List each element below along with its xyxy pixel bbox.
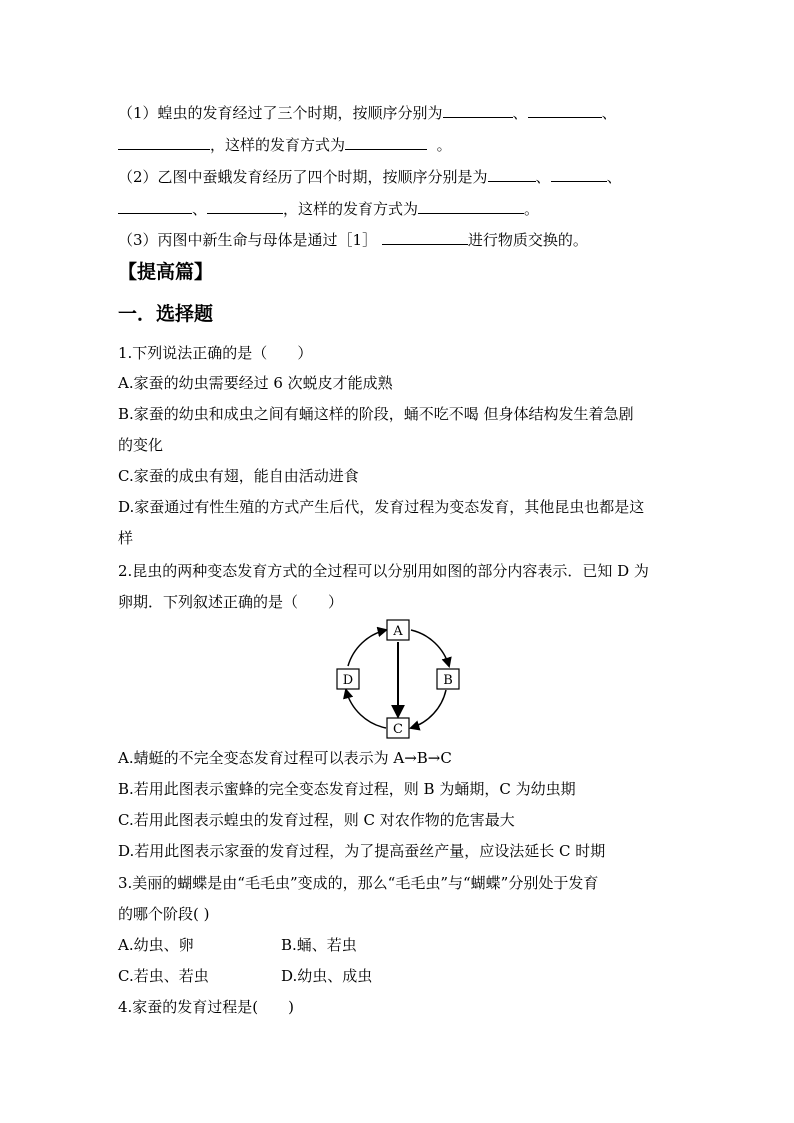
svg-text:D: D [342, 673, 354, 688]
question-2-option-d[interactable]: D.若用此图表示家蚕的发育过程，为了提高蚕丝产量，应设法延长 C 时期 [118, 842, 606, 860]
question-3-option-a[interactable]: A.幼虫、卵 [118, 936, 194, 954]
question-1-option-a[interactable]: A.家蚕的幼虫需要经过 6 次蜕皮才能成熟 [118, 374, 393, 392]
question-3-stem: 3.美丽的蝴蝶是由“毛毛虫”变成的，那么“毛毛虫”与“蝴蝶”分别处于发育 [118, 874, 599, 892]
arrow-c-to-d [346, 690, 386, 728]
question-3-option-b[interactable]: B.蛹、若虫 [281, 936, 357, 954]
arrow-d-to-a [348, 630, 386, 666]
svg-text:A: A [393, 624, 403, 639]
node-d [337, 669, 359, 689]
answer-blank[interactable] [207, 197, 283, 214]
question-1-option-d[interactable]: D.家蚕通过有性生殖的方式产生后代，发育过程为变态发育，其他昆虫也都是这 [118, 498, 645, 516]
question-3-option-c[interactable]: C.若虫、若虫 [118, 967, 209, 985]
question-2-stem: 2.昆虫的两种变态发育方式的全过程可以分别用如图的部分内容表示．已知 D 为 [118, 562, 649, 580]
section-title: 【提高篇】 [118, 261, 214, 283]
answer-blank[interactable] [488, 165, 536, 182]
answer-blank[interactable] [551, 165, 607, 182]
answer-blank[interactable] [443, 101, 513, 118]
node-b [437, 669, 459, 689]
question-2-stem-cont: 卵期．下列叙述正确的是（ ） [118, 593, 344, 611]
question-1-option-b-cont: 的变化 [118, 436, 164, 454]
question-2-option-a[interactable]: A.蜻蜓的不完全变态发育过程可以表示为 A→B→C [118, 749, 452, 767]
question-1-option-d-cont: 样 [118, 529, 134, 547]
fill-question-2-line-2: 、 ，这样的发育方式为 。 [118, 197, 539, 219]
svg-text:C: C [393, 722, 403, 737]
question-3-options-row-1 [118, 935, 357, 955]
fill-question-2-line-1: （2）乙图中蚕蛾发育经历了四个时期，按顺序分别是为 、 、 [118, 165, 622, 187]
question-3-stem-cont: 的哪个阶段( ) [118, 905, 210, 923]
question-1-option-c[interactable]: C.家蚕的成虫有翅，能自由活动进食 [118, 467, 359, 485]
question-4-stem: 4.家蚕的发育过程是( ) [118, 998, 295, 1016]
arrow-b-to-c [411, 690, 446, 728]
answer-blank[interactable] [345, 133, 427, 150]
svg-text:B: B [443, 673, 453, 688]
answer-blank[interactable] [382, 228, 468, 245]
question-1-stem: 1.下列说法正确的是（ ） [118, 344, 313, 362]
fill-question-3: （3）丙图中新生命与母体是通过［1］ 进行物质交换的。 [118, 228, 588, 250]
subsection-title: 一．选择题 [118, 303, 214, 325]
question-2-option-c[interactable]: C.若用此图表示蝗虫的发育过程，则 C 对农作物的危害最大 [118, 811, 515, 829]
node-c [387, 718, 409, 738]
question-3-option-d[interactable]: D.幼虫、成虫 [281, 967, 373, 985]
question-3-options-row-2 [118, 966, 372, 986]
fill-question-1-line-1: （1）蝗虫的发育经过了三个时期，按顺序分别为 、 、 [118, 101, 617, 123]
answer-blank[interactable] [118, 197, 192, 214]
answer-blank[interactable] [528, 101, 602, 118]
answer-blank[interactable] [118, 133, 210, 150]
development-cycle-diagram [330, 618, 464, 744]
answer-blank[interactable] [418, 197, 524, 214]
question-1-option-b[interactable]: B.家蚕的幼虫和成虫之间有蛹这样的阶段，蛹不吃不喝 但身体结构发生着急剧 [118, 405, 634, 423]
fill-question-1-line-2: ，这样的发育方式为 。 [118, 133, 452, 155]
arrow-a-to-b [411, 630, 449, 666]
question-2-option-b[interactable]: B.若用此图表示蜜蜂的完全变态发育过程，则 B 为蛹期，C 为幼虫期 [118, 780, 576, 798]
node-a [387, 620, 409, 640]
